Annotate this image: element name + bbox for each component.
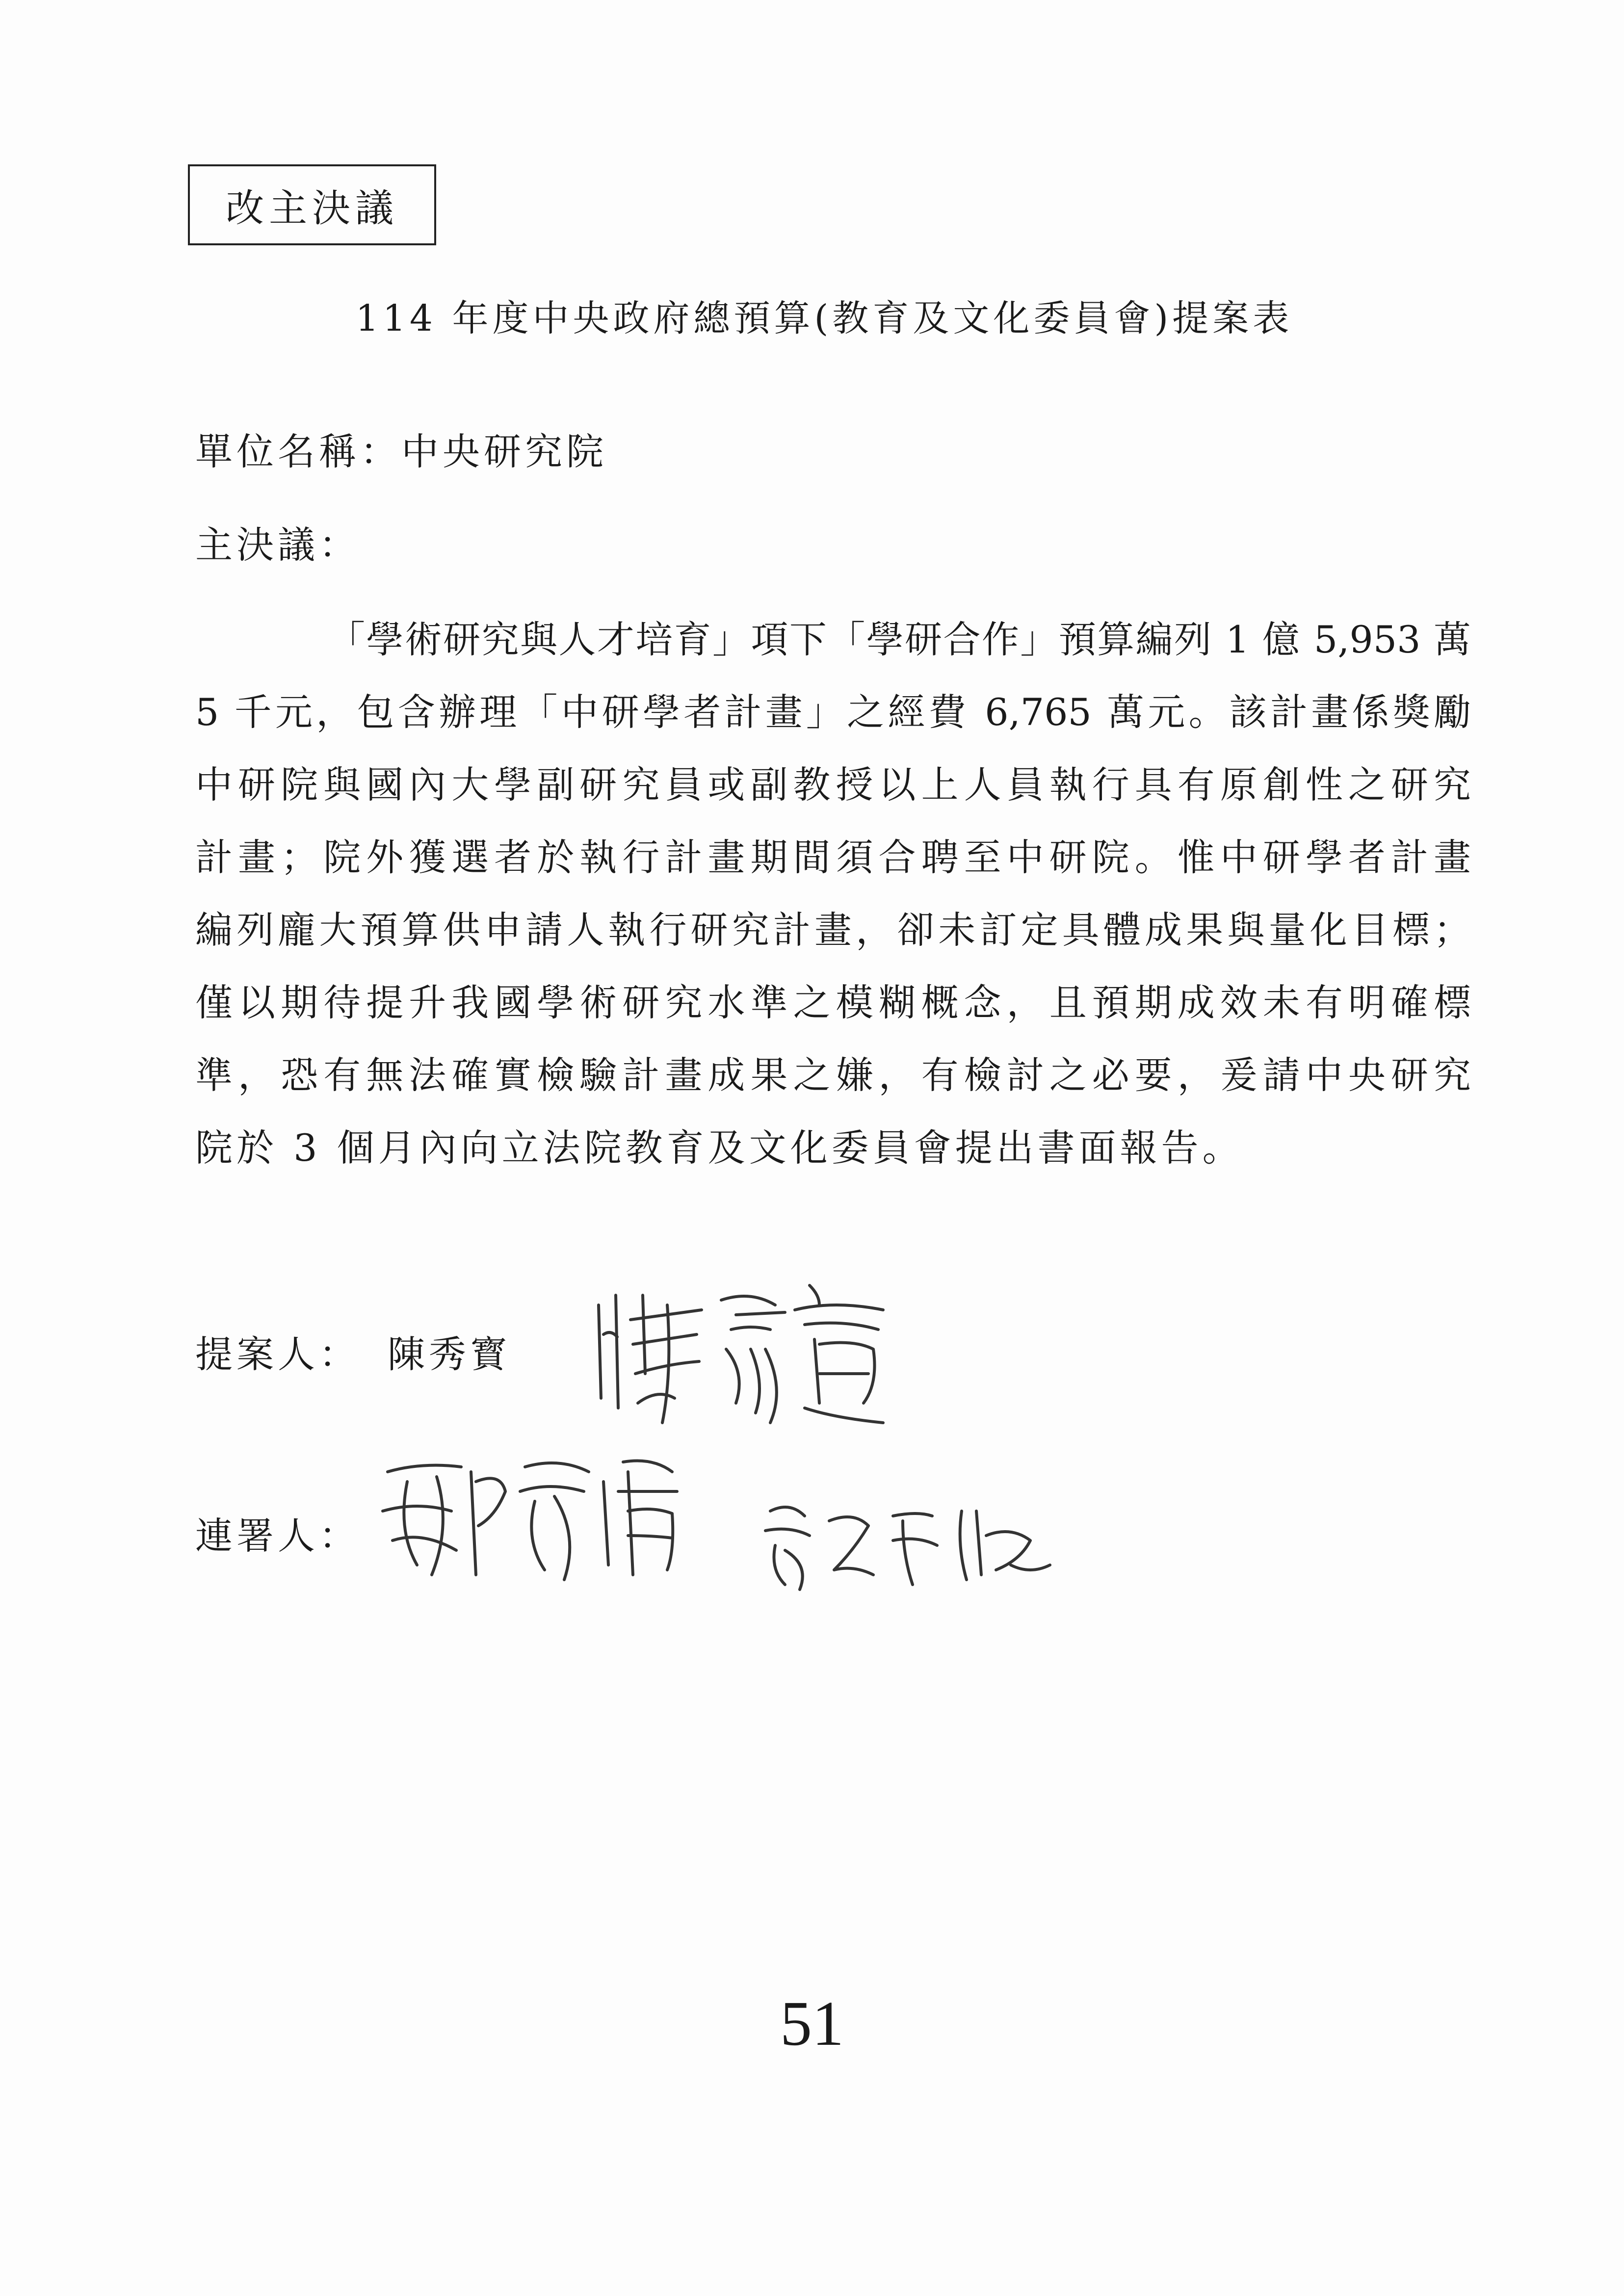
paragraph-line: 「學術研究與人才培育」項下「學研合作」預算編列 1 億 5,953 萬 <box>328 618 1471 661</box>
document-title: 114 年度中央政府總預算(教育及文化委員會)提案表 <box>355 297 1293 339</box>
cosigner-label: 連署人： <box>195 1514 360 1558</box>
proposer-signature <box>589 1276 903 1437</box>
proposer-name: 陳秀寳 <box>388 1332 511 1376</box>
cosigner-signature <box>378 1452 702 1590</box>
paragraph-line: 5 千元，包含辦理「中研學者計畫」之經費 6,765 萬元。該計畫係獎勵 <box>195 690 1471 734</box>
resolution-label: 主決議： <box>195 523 360 567</box>
paragraph-line: 僅以期待提升我國學術研究水準之模糊概念，且預期成效未有明確標 <box>195 981 1471 1024</box>
paragraph-line: 院於 3 個月內向立法院教育及文化委員會提出書面報告。 <box>195 1126 1244 1170</box>
unit-name: 單位名稱：中央研究院 <box>195 430 607 473</box>
proposer-label: 提案人： <box>195 1332 360 1376</box>
resolution-paragraph <box>195 603 1471 1184</box>
page-number: 51 <box>780 1988 844 2059</box>
stamp-label-box <box>188 164 436 245</box>
stamp-label: 改主決議 <box>225 186 398 231</box>
paragraph-line: 準，恐有無法確實檢驗計畫成果之嫌，有檢討之必要，爰請中央研究 <box>195 1053 1471 1097</box>
cosigner-signature <box>756 1491 1060 1599</box>
paragraph-line: 編列龐大預算供申請人執行研究計畫，卻未訂定具體成果與量化目標； <box>195 908 1471 952</box>
paragraph-line: 計畫；院外獲選者於執行計畫期間須合聘至中研院。惟中研學者計畫 <box>195 835 1471 879</box>
paragraph-line: 中研院與國內大學副研究員或副教授以上人員執行具有原創性之研究 <box>195 763 1471 807</box>
